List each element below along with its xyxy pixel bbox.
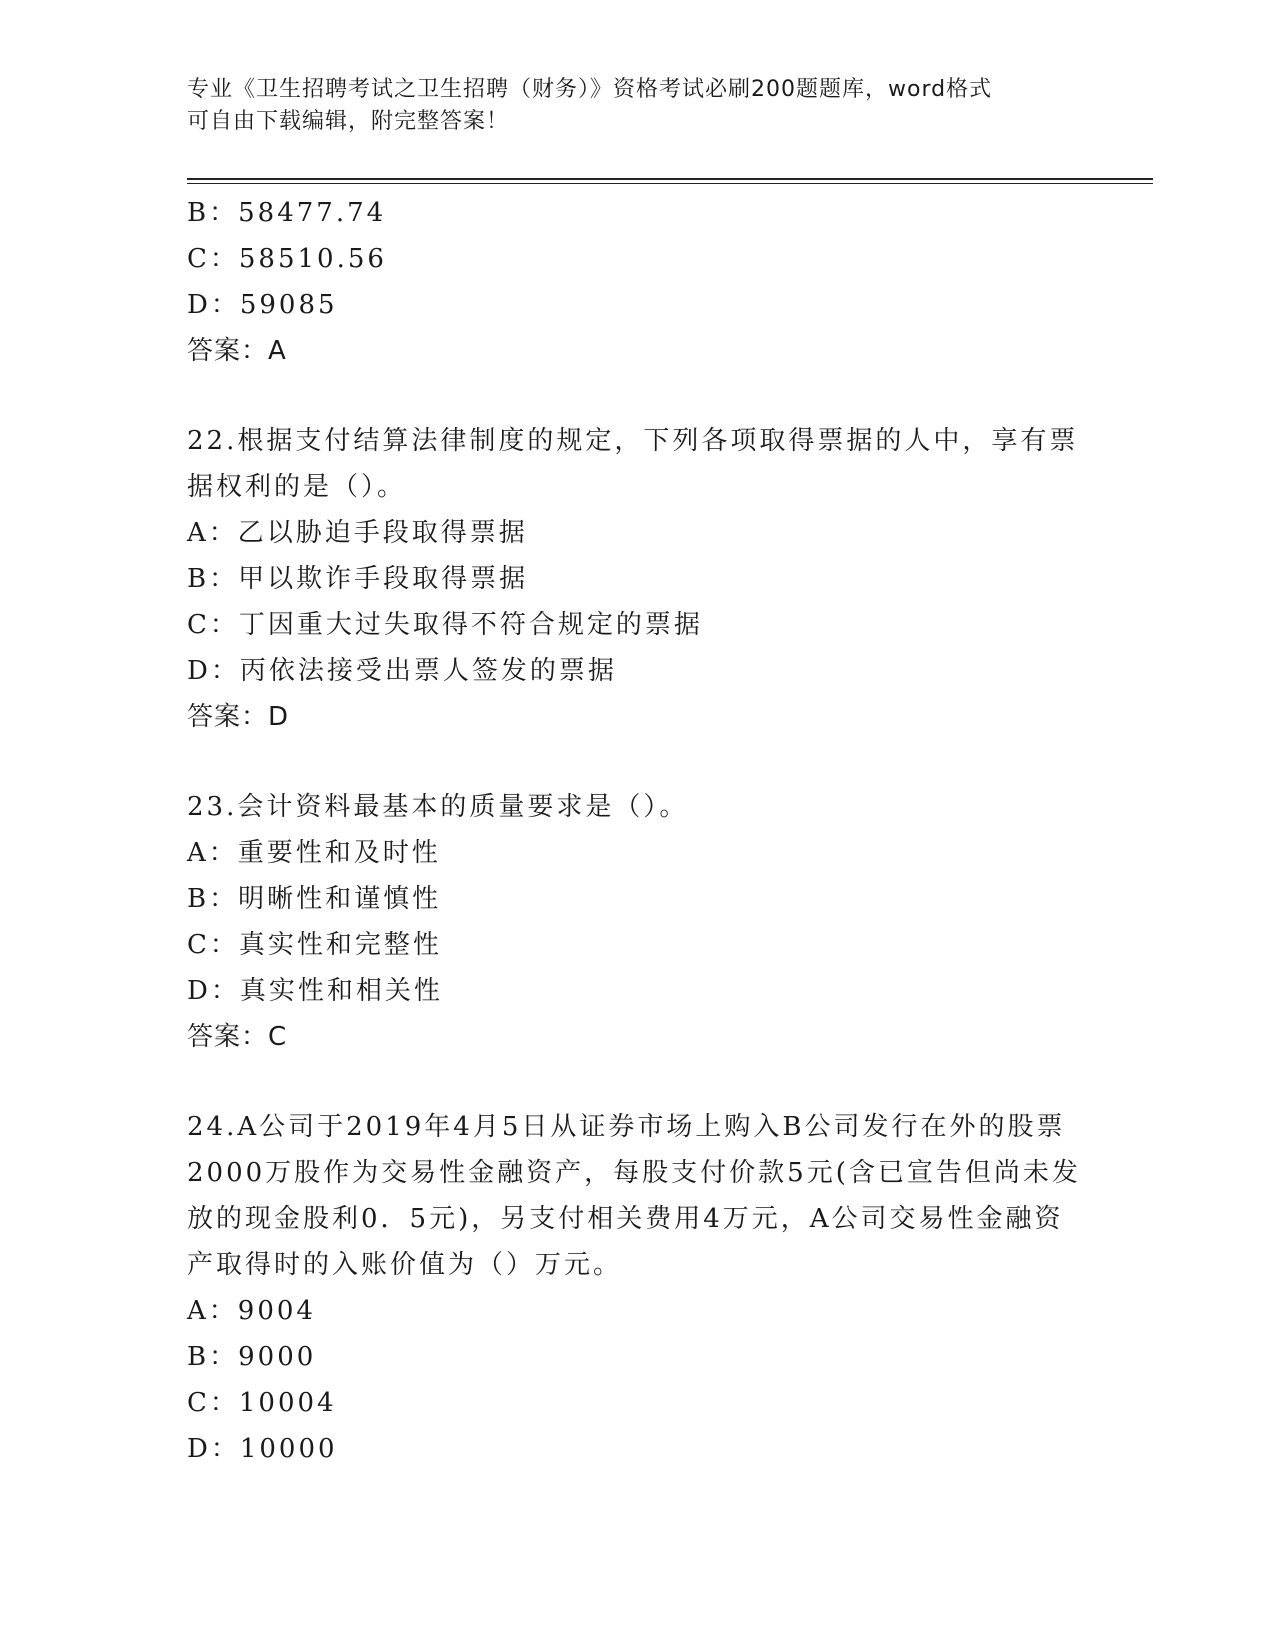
option-d: D：59085 — [187, 290, 338, 320]
question-text-line: 23.会计资料最基本的质量要求是（）。 — [187, 792, 689, 822]
question-22 — [187, 418, 1087, 740]
option-d: D：丙依法接受出票人签发的票据 — [187, 656, 617, 686]
question-24 — [187, 1104, 1087, 1472]
option-c: C：10004 — [187, 1388, 337, 1418]
option-a: A：重要性和及时性 — [187, 838, 441, 868]
question-21-tail — [187, 190, 1087, 374]
question-text-line: 22.根据支付结算法律制度的规定，下列各项取得票据的人中，享有票 — [187, 426, 1079, 456]
question-text-line: 24.A公司于2019年4月5日从证券市场上购入B公司发行在外的股票 — [187, 1112, 1066, 1142]
answer-line: 答案：C — [187, 1022, 288, 1052]
option-c: C：丁因重大过失取得不符合规定的票据 — [187, 610, 703, 640]
option-a: A：9004 — [187, 1296, 316, 1326]
header-rule-thin — [187, 183, 1153, 184]
header-line-2: 可自由下载编辑，附完整答案！ — [187, 109, 510, 134]
answer-line: 答案：D — [187, 702, 290, 732]
answer-line: 答案：A — [187, 336, 287, 366]
header-rule-thick — [187, 178, 1153, 180]
option-b: B：9000 — [187, 1342, 317, 1372]
option-c: C：真实性和完整性 — [187, 930, 442, 960]
question-text-line: 2000万股作为交易性金融资产，每股支付价款5元(含已宣告但尚未发 — [187, 1158, 1081, 1188]
option-c: C：58510.56 — [187, 244, 387, 274]
option-a: A：乙以胁迫手段取得票据 — [187, 518, 528, 548]
question-list — [187, 190, 1087, 1472]
header-line-1: 专业《卫生招聘考试之卫生招聘（财务）》资格考试必刷200题题库，word格式 — [187, 77, 993, 102]
option-d: D：10000 — [187, 1434, 338, 1464]
option-b: B：明晰性和谨慎性 — [187, 884, 442, 914]
question-text-line: 据权利的是（）。 — [187, 472, 407, 502]
question-text-line: 放的现金股利0．5元)，另支付相关费用4万元，A公司交易性金融资 — [187, 1204, 1064, 1234]
question-text-line: 产取得时的入账价值为（）万元。 — [187, 1250, 623, 1280]
option-d: D：真实性和相关性 — [187, 976, 443, 1006]
question-23 — [187, 784, 1087, 1060]
option-b: B：58477.74 — [187, 198, 387, 228]
document-header — [187, 74, 1087, 138]
option-b: B：甲以欺诈手段取得票据 — [187, 564, 529, 594]
